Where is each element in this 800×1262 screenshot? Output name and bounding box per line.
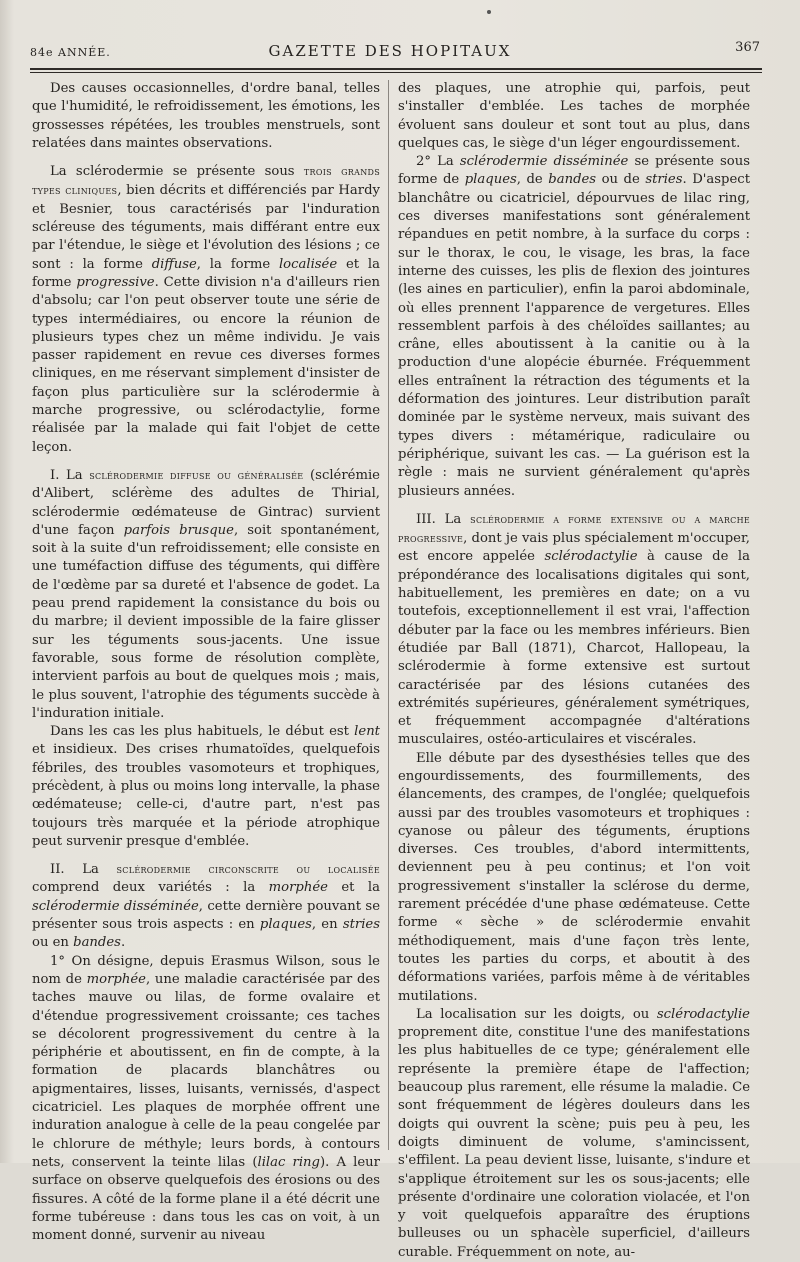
paragraph-types: La sclérodermie se présente sous trois grands types cliniques, bien décrits et différenciés par Hardy et Besnier, tous caractérisés par l'induration scléreuse des téguments, mais différant entre eux par l'étendue, le siège et l'évolution des lésions ; ce sont : la forme diffuse, la forme localisée et la forme progressive. Cette division n'a d'ailleurs rien d'absolu; car l'on peut observer toute une série de types intermédiaires, ou encore la réunion de plusieurs types chez un même individu. Je vais passer rapidement en revue ces diverses formes cliniques, en me réservant simplement d'insister de façon plus particulière sur la sclérodermie à marche progressive, ou sclérodactylie, forme réalisée par la malade qui fait l'objet de cette leçon. — [32, 164, 380, 455]
paragraph-progressive: III. La sclérodermie a forme extensive ou a marche progressive, dont je vais plus spécialement m'occuper, est encore appelée sclérodactylie à cause de la prépondérance des localisations digitales qui sont, habituellement, les premières en date; on a vu toutefois, exceptionnellement il est vrai, l'affection débuter par la face ou les membres inférieurs. Bien étudiée par Ball (1871), Charcot, Hallopeau, la sclérodermie à forme extensive est surtout caractérisée par des lésions cutanées des extrémités supérieures, généralement symétriques, et fréquemment accompagnée d'altérations musculaires, ostéo-articulaires et viscérales. — [398, 511, 751, 748]
paragraph-morphea: 1° On désigne, depuis Erasmus Wilson, sous le nom de morphée, une maladie caractérisée par des taches mauve ou lilas, de forme ovalaire et d'étendue progressivement croissante; ces taches se décolorent progressivement du centre à la périphérie et aboutissent, en fin de compte, à la formation de placards blanchâtres ou apigmentaires, lisses, luisants, vernissés, d'aspect cicatriciel. Les plaques de morphée offrent une induration analogue à celle de la peau congelée par le chlorure de méthyle; leurs bords, à contours nets, conservent la teinte lilas (lilac ring). A leur surface on observe quelquefois des érosions ou des fissures. A côté de la forme plane il a été décrit une forme tubéreuse : dans tous les cas on voit, à un moment donné, survenir au niveau — [32, 953, 380, 1244]
left-column — [32, 80, 381, 1244]
paragraph-dysesthesia: Elle débute par des dysesthésies telles que des engourdissements, des fourmillements, des élancements, des crampes, de l'onglée; quelquefois aussi par des troubles vasomoteurs et trophiques : cyanose ou pâleur des téguments, éruptions diverses. Ces troubles, d'abord intermittents, deviennent peu à peu continus; et l'on voit progressivement s'installer la sclérose du derme, rarement précédée d'une phase œdémateuse. Cette forme « sèche » de sclérodermie envahit méthodiquement, mais d'une façon très lente, toutes les parties du corps, et aboutit à des déformations variées, parfois même à de véritables mutilations. — [398, 750, 750, 1004]
column-divider — [388, 80, 389, 1150]
ink-speck — [487, 10, 491, 14]
paragraph-diffuse: I. La sclérodermie diffuse ou généralisée (sclérémie d'Alibert, sclérème des adultes de Thirial, sclérodermie œdémateuse de Gintrac) survient d'une façon parfois brusque, soit spontanément, soit à la suite d'un refroidissement; elle consiste en une tuméfaction diffuse des téguments, qui diffère de l'œdème par sa dureté et l'absence de godet. La peau prend rapidement la consistance du bois ou du marbre; il devient impossible de la faire glisser sur les téguments sous-jacents. Une issue favorable, sous forme de résolution complète, intervient parfois au bout de quelques mois ; mais, le plus souvent, l'atrophie des téguments succède à l'induration initiale. — [32, 467, 380, 721]
paragraph-sclerodactyly: La localisation sur les doigts, ou sclérodactylie proprement dite, constitue l'une des manifestations les plus habituelles de ce type; généralement elle représente la première étape de l'affection; beaucoup plus rarement, elle résume la maladie. Ce sont fréquemment de légères douleurs dans les doigts qui ouvrent la scène; puis peu à peu, les doigts diminuent de volume, s'amincissent, s'effilent. La peau devient lisse, luisante, s'indure et s'applique étroitement sur les os sous-jacents; elle présente d'ordinaire une coloration violacée, et l'on y voit quelquefois apparaître des éruptions bulleuses ou un sphacèle superficiel, d'ailleurs curable. Fréquemment on note, au- — [398, 1006, 750, 1260]
journal-title: GAZETTE DES HOPITAUX — [268, 42, 512, 60]
paragraph-localized: II. La sclérodermie circonscrite ou localisée comprend deux variétés : la morphée et la sclérodermie disséminée, cette dernière pouvant se présenter sous trois aspects : en plaques, en stries ou en bandes. — [32, 862, 381, 951]
paragraph-disseminated: 2° La sclérodermie disséminée se présente sous forme de plaques, de bandes ou de stries. D'aspect blanchâtre ou cicatriciel, dépourvues de lilac ring, ces diverses manifestations sont généralement répandues en petit nombre, à la surface du corps : sur le thorax, le cou, le visage, les bras, la face interne des cuisses, les plis de flexion des jointures (les aines en particulier), enfin la paroi abdominale, où elles prennent l'apparence de vergetures. Elles ressemblent parfois à des chéloïdes saillantes; au crâne, elles aboutissent à la canitie ou à la production d'une alopécie éburnée. Fréquemment elles entraînent la rétraction des téguments et la déformation des jointures. Leur distribution paraît dominée par le système nerveux, mais suivant des types divers : métamérique, radiculaire ou périphérique, suivant les cas. — La guérison est la règle : mais ne survient généralement qu'après plusieurs années. — [398, 154, 750, 499]
page-header — [20, 40, 760, 64]
paragraph-causes: Des causes occasionnelles, d'ordre banal, telles que l'humidité, le refroidissement, les émotions, les grossesses répétées, les troubles menstruels, sont relatées dans maintes observations. — [32, 81, 380, 151]
header-rule — [30, 68, 762, 70]
header-rule-thin — [30, 72, 762, 73]
right-column — [398, 80, 751, 1260]
paragraph-morphea-cont: des plaques, une atrophie qui, parfois, peut s'installer d'emblée. Les taches de morphée évoluent sans douleur et sont tout au plus, dans quelques cas, le siège d'un léger engourdissement. — [398, 81, 750, 151]
issue-label: 84e ANNÉE. — [30, 46, 111, 59]
page-number: 367 — [735, 40, 760, 55]
paragraph-onset: Dans les cas les plus habituels, le début est lent et insidieux. Des crises rhumatoïdes, quelquefois fébriles, des troubles vasomoteurs et trophiques, précèdent, à plus ou moins long intervalle, la phase œdémateuse; celle-ci, d'autre part, n'est pas toujours très marquée et la période atrophique peut survenir presque d'emblée. — [32, 724, 380, 849]
